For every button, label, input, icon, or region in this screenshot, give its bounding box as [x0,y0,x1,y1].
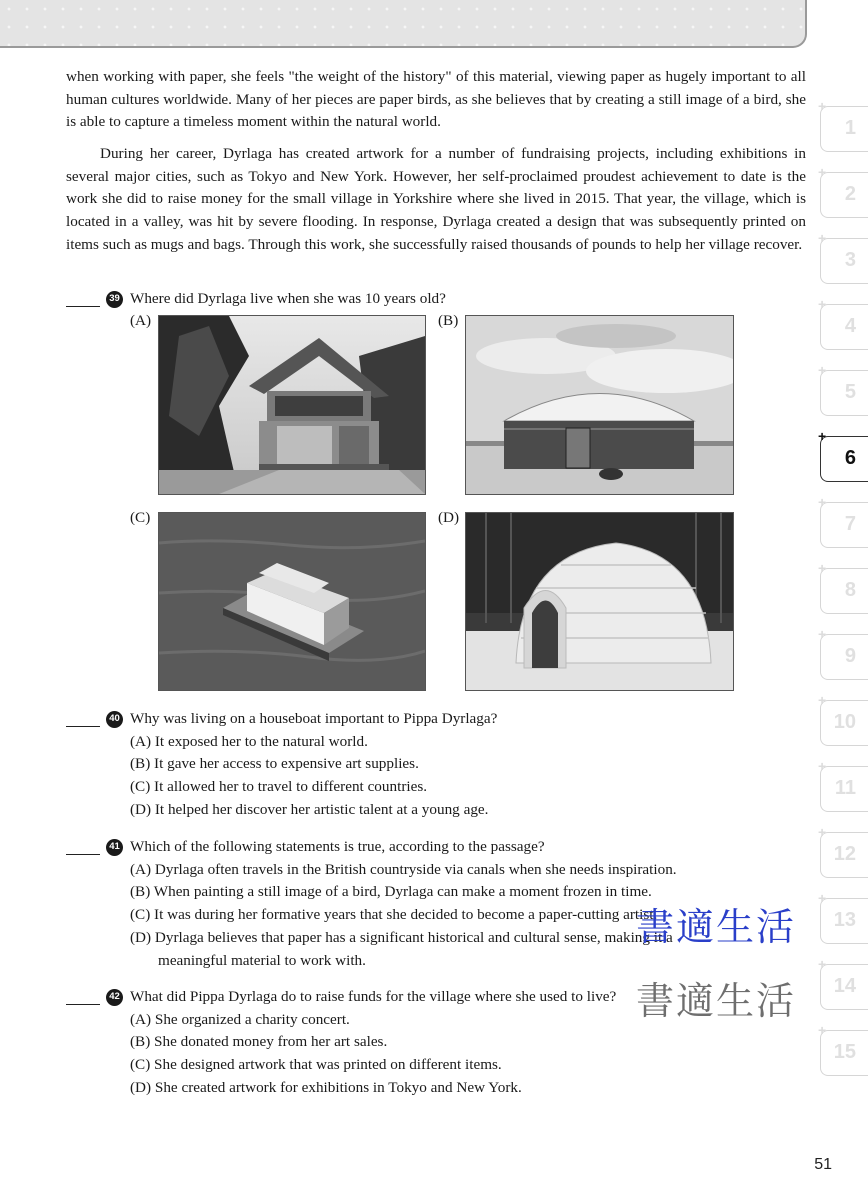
chapter-tab-4[interactable] [818,296,868,350]
question-text: Why was living on a houseboat important to Pippa Dyrlaga? [130,710,498,727]
chapter-tab-1[interactable] [818,98,868,152]
plus-icon: + [818,560,827,576]
answer-blank[interactable] [66,990,100,1005]
option-c[interactable]: (C) It was during her formative years that she decided to become a paper-cutting artist. [130,906,658,924]
chapter-tab-3[interactable] [818,230,868,284]
tab-label: 13 [833,909,856,931]
option-d[interactable]: (D) It helped her discover her artistic talent at a young age. [130,800,489,818]
option-b[interactable]: (B) When painting a still image of a bird, Dyrlaga can make a moment frozen in time. [130,883,652,901]
igloo-photo[interactable] [465,512,734,691]
tab-label: 15 [833,1041,856,1063]
chapter-tab-2[interactable] [818,164,868,218]
chapter-tab-15[interactable] [818,1022,868,1076]
tab-label: 1 [844,117,856,139]
plus-icon: + [818,1022,827,1038]
question-number-badge: 39 [106,291,123,308]
question-40 [66,708,806,822]
plus-icon: + [818,230,827,246]
tab-label: 10 [833,711,856,733]
watermark: 書適生活 [636,979,797,1023]
watermark: 書適生活 [636,905,797,949]
question-number-badge: 40 [106,711,123,728]
answer-blank[interactable] [66,712,100,727]
wooden-cabin-photo[interactable] [158,315,426,495]
plus-icon: + [818,890,827,906]
chapter-tab-10[interactable] [818,692,868,746]
tab-label: 9 [844,645,856,667]
option-a-label: (A) [130,312,152,329]
tab-label: 6 [844,447,856,469]
option-d-continued: meaningful material to work with. [158,951,366,969]
option-d-label: (D) [438,509,460,526]
option-d[interactable]: (D) Dyrlaga believes that paper has a significant historical and cultural sense, making it a [130,928,673,946]
tab-label: 14 [833,975,856,997]
plus-icon: + [818,956,827,972]
chapter-tab-12[interactable] [818,824,868,878]
plus-icon: + [818,428,827,444]
question-text: Where did Dyrlaga live when she was 10 years old? [130,290,446,307]
option-c-label: (C) [130,509,151,526]
chapter-tab-14[interactable] [818,956,868,1010]
plus-icon: + [818,494,827,510]
chapter-tab-5[interactable] [818,362,868,416]
option-b[interactable]: (B) It gave her access to expensive art supplies. [130,755,419,773]
question-number-badge: 41 [106,839,123,856]
chapter-tab-11[interactable] [818,758,868,812]
answer-blank[interactable] [66,840,100,855]
option-c[interactable]: (C) It allowed her to travel to different countries. [130,778,428,796]
question-text: What did Pippa Dyrlaga do to raise funds for the village where she used to live? [130,988,617,1005]
top-banner [0,0,807,48]
tab-label: 8 [844,579,856,601]
option-a[interactable]: (A) Dyrlaga often travels in the British countryside via canals when she needs inspiration. [130,860,677,878]
passage-paragraph-2: During her career, Dyrlaga has created artwork for a number of fundraising projects, including exhibitions in several major cities, such as Tokyo and New York. However, her self-proclaimed proudest achievement to date is the work she did to raise money for the small village in Yorkshire where she lived in 2015. That year, the village, which is located in a valley, was hit by severe flooding. In response, Dyrlaga created a design that was subsequently printed on items such as mugs and bags. Through this work, she successfully raised thousands of pounds to help her village recover. [66,145,806,253]
option-b[interactable]: (B) She donated money from her art sales. [130,1033,388,1051]
question-number-badge: 42 [106,989,123,1006]
passage-paragraph-1: when working with paper, she feels "the weight of the history" of this material, viewing paper as hugely important to all human cultures worldwide. Many of her pieces are paper birds, as she believes that by creating a still image of a bird, she is able to capture a timeless moment within the natural world. [66,68,806,131]
tab-label: 2 [844,183,856,205]
plus-icon: + [818,98,827,114]
option-a[interactable]: (A) It exposed her to the natural world. [130,732,368,750]
tab-label: 4 [844,315,856,337]
plus-icon: + [818,626,827,642]
question-text: Which of the following statements is true, according to the passage? [130,838,545,855]
yurt-photo[interactable] [465,315,734,495]
plus-icon: + [818,758,827,774]
tab-label: 11 [834,777,856,799]
plus-icon: + [818,164,827,180]
question-39 [66,288,806,311]
option-a[interactable]: (A) She organized a charity concert. [130,1010,350,1028]
tab-label: 3 [844,249,856,271]
chapter-tab-8[interactable] [818,560,868,614]
option-b-label: (B) [438,312,459,329]
houseboat-photo[interactable] [158,512,426,691]
tab-label: 5 [844,381,856,403]
chapter-tab-9[interactable] [818,626,868,680]
chapter-tab-13[interactable] [818,890,868,944]
plus-icon: + [818,362,827,378]
tab-label: 7 [844,513,856,535]
page-number: 51 [814,1156,832,1173]
answer-blank[interactable] [66,292,100,307]
chapter-tab-6[interactable] [818,428,868,482]
plus-icon: + [818,296,827,312]
plus-icon: + [818,692,827,708]
option-c[interactable]: (C) She designed artwork that was printed on different items. [130,1056,502,1074]
tab-label: 12 [833,843,856,865]
chapter-tab-7[interactable] [818,494,868,548]
option-d[interactable]: (D) She created artwork for exhibitions in Tokyo and New York. [130,1078,522,1096]
plus-icon: + [818,824,827,840]
